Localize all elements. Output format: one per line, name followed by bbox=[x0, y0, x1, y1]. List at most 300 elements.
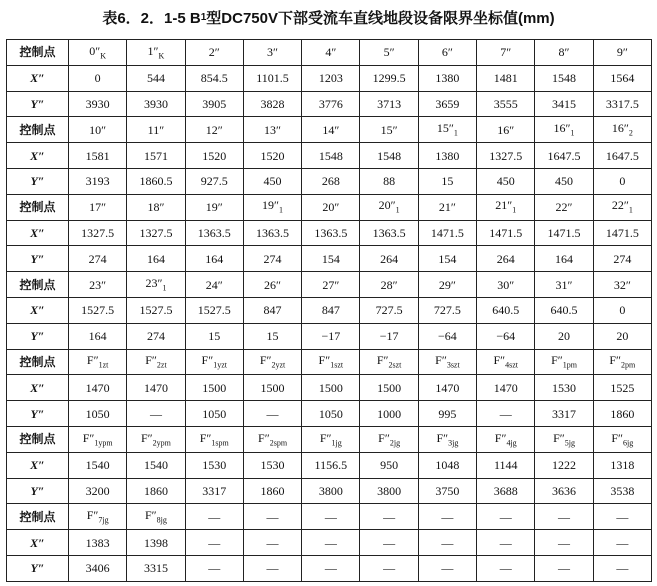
control-point-name bbox=[535, 426, 593, 452]
axis-label: X″ bbox=[7, 220, 69, 246]
coordinate-value: — bbox=[418, 530, 476, 556]
coordinate-value: 927.5 bbox=[185, 168, 243, 194]
coordinate-value: 3406 bbox=[69, 555, 127, 581]
coordinate-value: — bbox=[185, 555, 243, 581]
coordinate-value: 1363.5 bbox=[243, 220, 301, 246]
control-point-name bbox=[360, 194, 418, 220]
coordinate-value: 1548 bbox=[535, 65, 593, 91]
coordinate-value: 274 bbox=[127, 323, 185, 349]
control-point-main: 22″ bbox=[555, 200, 573, 215]
control-point-name bbox=[535, 40, 593, 66]
control-point-name bbox=[243, 272, 301, 298]
control-point-name bbox=[535, 194, 593, 220]
coordinate-value: 1380 bbox=[418, 65, 476, 91]
coordinate-value: 15 bbox=[418, 168, 476, 194]
control-point-main: F″ bbox=[378, 430, 390, 445]
control-point-name bbox=[302, 117, 360, 143]
coordinate-value: 847 bbox=[243, 297, 301, 323]
coordinate-value: 0 bbox=[69, 65, 127, 91]
coordinate-value: −17 bbox=[360, 323, 418, 349]
control-point-main: F″ bbox=[376, 353, 389, 368]
control-point-main: 7″ bbox=[500, 45, 512, 60]
coordinate-value: 20 bbox=[535, 323, 593, 349]
coordinate-value: 1156.5 bbox=[302, 452, 360, 478]
coordinate-value: 640.5 bbox=[535, 297, 593, 323]
coordinate-value: 164 bbox=[535, 246, 593, 272]
control-point-subscript: 3jg bbox=[448, 438, 459, 448]
coordinate-value: 164 bbox=[185, 246, 243, 272]
control-point-main: F″ bbox=[436, 430, 449, 445]
control-point-subscript: 3szt bbox=[446, 360, 460, 370]
control-point-name bbox=[418, 349, 476, 375]
axis-label: X″ bbox=[7, 452, 69, 478]
coordinate-value: 3193 bbox=[69, 168, 127, 194]
control-point-main: — bbox=[616, 509, 629, 524]
table-row bbox=[7, 65, 652, 91]
control-point-main: 23″ bbox=[145, 275, 163, 290]
control-point-subscript: 1 bbox=[395, 205, 400, 215]
control-point-main: 1″ bbox=[147, 43, 159, 58]
control-point-name bbox=[360, 349, 418, 375]
control-point-subscript: 2pm bbox=[621, 360, 636, 370]
control-point-name bbox=[69, 272, 127, 298]
coordinate-value: 3750 bbox=[418, 478, 476, 504]
coordinate-value: 950 bbox=[360, 452, 418, 478]
coordinate-value: 3317 bbox=[535, 401, 593, 427]
control-point-name bbox=[185, 504, 243, 530]
coordinate-value: — bbox=[243, 401, 301, 427]
control-point-main: 12″ bbox=[205, 122, 223, 137]
control-point-main: — bbox=[499, 509, 512, 524]
control-point-subscript: 6jg bbox=[623, 438, 634, 448]
control-point-subscript: 8jg bbox=[156, 515, 167, 525]
coordinate-value: 264 bbox=[360, 246, 418, 272]
coordinate-value: 3776 bbox=[302, 91, 360, 117]
control-point-name bbox=[127, 349, 185, 375]
coordinate-value: 450 bbox=[243, 168, 301, 194]
coordinate-value: 847 bbox=[302, 297, 360, 323]
coordinate-value: 1647.5 bbox=[535, 143, 593, 169]
coordinate-value: 3688 bbox=[477, 478, 535, 504]
coordinate-value: 727.5 bbox=[418, 297, 476, 323]
coordinate-value: 1144 bbox=[477, 452, 535, 478]
table-row bbox=[7, 323, 652, 349]
coordinate-value: — bbox=[302, 555, 360, 581]
coordinate-value: 1471.5 bbox=[535, 220, 593, 246]
control-point-name bbox=[302, 272, 360, 298]
coordinate-value: 154 bbox=[418, 246, 476, 272]
control-point-main: 5″ bbox=[383, 45, 395, 60]
control-point-name bbox=[302, 40, 360, 66]
coordinate-value: — bbox=[243, 530, 301, 556]
coordinate-value: — bbox=[477, 555, 535, 581]
coordinate-value: 1647.5 bbox=[593, 143, 651, 169]
control-point-name bbox=[69, 349, 127, 375]
coordinate-value: 268 bbox=[302, 168, 360, 194]
control-point-name bbox=[243, 117, 301, 143]
coordinate-value: 1860 bbox=[243, 478, 301, 504]
control-point-subscript: K bbox=[158, 51, 165, 61]
control-point-name bbox=[477, 194, 535, 220]
table-row bbox=[7, 40, 652, 66]
coordinate-value: 3800 bbox=[302, 478, 360, 504]
coordinate-value: 1299.5 bbox=[360, 65, 418, 91]
control-point-main: F″ bbox=[82, 430, 95, 445]
control-point-name bbox=[593, 40, 651, 66]
coordinate-value: 164 bbox=[127, 246, 185, 272]
coordinate-value: 1581 bbox=[69, 143, 127, 169]
control-point-name bbox=[535, 504, 593, 530]
table-row bbox=[7, 349, 652, 375]
control-point-subscript: K bbox=[100, 51, 107, 61]
coordinate-value: 544 bbox=[127, 65, 185, 91]
coordinate-value: — bbox=[243, 555, 301, 581]
axis-label: X″ bbox=[7, 65, 69, 91]
control-point-name bbox=[477, 117, 535, 143]
table-row bbox=[7, 504, 652, 530]
table-row bbox=[7, 246, 652, 272]
coordinate-value: 727.5 bbox=[360, 297, 418, 323]
control-point-subscript: 1pm bbox=[562, 360, 577, 370]
control-point-main: 20″ bbox=[378, 198, 396, 213]
control-point-subscript: 2 bbox=[628, 128, 633, 138]
coordinate-value: 274 bbox=[243, 246, 301, 272]
coordinate-value: 3930 bbox=[127, 91, 185, 117]
axis-label: X″ bbox=[7, 143, 69, 169]
coordinate-value: 450 bbox=[535, 168, 593, 194]
control-point-name bbox=[535, 349, 593, 375]
coordinate-value: 1318 bbox=[593, 452, 651, 478]
coordinate-value: 1050 bbox=[69, 401, 127, 427]
control-point-main: — bbox=[558, 509, 571, 524]
coordinate-value: 1363.5 bbox=[185, 220, 243, 246]
control-point-name bbox=[127, 40, 185, 66]
control-point-name bbox=[185, 194, 243, 220]
table-row bbox=[7, 168, 652, 194]
control-point-main: F″ bbox=[259, 353, 272, 368]
control-point-main: F″ bbox=[201, 353, 214, 368]
coordinate-value: −64 bbox=[477, 323, 535, 349]
coordinate-value: 1540 bbox=[127, 452, 185, 478]
coordinate-value: 1500 bbox=[243, 375, 301, 401]
control-point-main: 21″ bbox=[438, 200, 456, 215]
table-row bbox=[7, 194, 652, 220]
control-point-name bbox=[69, 426, 127, 452]
control-point-main: 6″ bbox=[441, 45, 453, 60]
coordinate-value: 1101.5 bbox=[243, 65, 301, 91]
control-point-main: 20″ bbox=[322, 200, 340, 215]
control-point-subscript: 1zt bbox=[98, 360, 109, 370]
coordinate-value: — bbox=[593, 555, 651, 581]
control-point-header: 控制点 bbox=[7, 504, 69, 530]
control-point-main: 2″ bbox=[208, 45, 220, 60]
control-point-subscript: 1 bbox=[512, 205, 517, 215]
coordinate-value: 154 bbox=[302, 246, 360, 272]
coordinate-value: 1471.5 bbox=[477, 220, 535, 246]
control-point-subscript: 2zt bbox=[156, 360, 167, 370]
coordinate-value: 1530 bbox=[535, 375, 593, 401]
coordinate-value: 1000 bbox=[360, 401, 418, 427]
coordinate-value: 1520 bbox=[243, 143, 301, 169]
control-point-name bbox=[477, 349, 535, 375]
control-point-name bbox=[360, 504, 418, 530]
control-point-name bbox=[243, 194, 301, 220]
control-point-name bbox=[418, 117, 476, 143]
coordinate-value: −64 bbox=[418, 323, 476, 349]
control-point-main: F″ bbox=[140, 430, 153, 445]
coordinate-value: 1500 bbox=[302, 375, 360, 401]
coordinate-value: 0 bbox=[593, 168, 651, 194]
coordinate-value: 15 bbox=[185, 323, 243, 349]
control-point-main: 28″ bbox=[380, 277, 398, 292]
coordinate-value: 1203 bbox=[302, 65, 360, 91]
coordinate-value: 1860 bbox=[593, 401, 651, 427]
control-point-name bbox=[477, 426, 535, 452]
control-point-main: F″ bbox=[318, 353, 331, 368]
control-point-main: 19″ bbox=[262, 198, 280, 213]
control-point-main: — bbox=[441, 509, 454, 524]
control-point-main: 23″ bbox=[89, 277, 107, 292]
coordinate-value: 1500 bbox=[360, 375, 418, 401]
control-point-main: — bbox=[208, 509, 221, 524]
table-row bbox=[7, 117, 652, 143]
control-point-header: 控制点 bbox=[7, 117, 69, 143]
control-point-name bbox=[185, 349, 243, 375]
coordinate-value: 3538 bbox=[593, 478, 651, 504]
axis-label: Y″ bbox=[7, 91, 69, 117]
coordinate-value: 88 bbox=[360, 168, 418, 194]
coordinate-value: 1363.5 bbox=[302, 220, 360, 246]
coordinate-value: 1471.5 bbox=[418, 220, 476, 246]
control-point-main: 13″ bbox=[264, 122, 282, 137]
coordinate-value: 3415 bbox=[535, 91, 593, 117]
coordinate-value: 1398 bbox=[127, 530, 185, 556]
axis-label: Y″ bbox=[7, 168, 69, 194]
coordinate-value: 1327.5 bbox=[477, 143, 535, 169]
control-point-subscript: 2spm bbox=[269, 438, 288, 448]
control-point-subscript: 2szt bbox=[388, 360, 402, 370]
coordinate-value: 1471.5 bbox=[593, 220, 651, 246]
coordinate-value: 1481 bbox=[477, 65, 535, 91]
control-point-name bbox=[418, 504, 476, 530]
coordinate-value: 1564 bbox=[593, 65, 651, 91]
control-point-main: 11″ bbox=[147, 122, 165, 137]
control-point-name bbox=[535, 272, 593, 298]
axis-label: Y″ bbox=[7, 401, 69, 427]
coordinate-value: 274 bbox=[69, 246, 127, 272]
axis-label: Y″ bbox=[7, 478, 69, 504]
control-point-name bbox=[593, 272, 651, 298]
control-point-name bbox=[243, 504, 301, 530]
caption-prefix: 表6．2．1-5 B bbox=[102, 9, 201, 27]
coordinate-value: 1048 bbox=[418, 452, 476, 478]
control-point-main: F″ bbox=[144, 508, 157, 523]
coordinate-value: — bbox=[127, 401, 185, 427]
control-point-header: 控制点 bbox=[7, 40, 69, 66]
control-point-name bbox=[360, 40, 418, 66]
control-point-main: 30″ bbox=[497, 277, 515, 292]
control-point-name bbox=[243, 40, 301, 66]
coordinate-value: 274 bbox=[593, 246, 651, 272]
control-point-main: F″ bbox=[553, 430, 565, 445]
control-point-main: 4″ bbox=[325, 45, 337, 60]
coordinate-value: 1470 bbox=[69, 375, 127, 401]
control-point-name bbox=[69, 194, 127, 220]
control-point-main: F″ bbox=[493, 353, 506, 368]
coordinate-value: 20 bbox=[593, 323, 651, 349]
table-row bbox=[7, 297, 652, 323]
control-point-subscript: 1 bbox=[628, 205, 633, 215]
control-point-main: 32″ bbox=[613, 277, 631, 292]
control-point-subscript: 5jg bbox=[564, 438, 575, 448]
control-point-name bbox=[185, 426, 243, 452]
coordinate-value: — bbox=[593, 530, 651, 556]
control-point-name bbox=[302, 349, 360, 375]
coordinate-value: 3713 bbox=[360, 91, 418, 117]
control-point-name bbox=[418, 272, 476, 298]
coordinate-value: — bbox=[535, 530, 593, 556]
caption-suffix: 型DC750V下部受流车直线地段设备限界坐标值(mm) bbox=[206, 9, 555, 27]
coordinate-value: — bbox=[418, 555, 476, 581]
coordinate-value: 1527.5 bbox=[127, 297, 185, 323]
control-point-main: F″ bbox=[145, 353, 157, 368]
coordinate-value: 1380 bbox=[418, 143, 476, 169]
control-point-name bbox=[302, 194, 360, 220]
coordinate-value: 1525 bbox=[593, 375, 651, 401]
coordinate-value: 450 bbox=[477, 168, 535, 194]
control-point-subscript: 1szt bbox=[330, 360, 344, 370]
table-row bbox=[7, 452, 652, 478]
control-point-main: 15″ bbox=[380, 122, 398, 137]
control-point-subscript: 1 bbox=[279, 205, 284, 215]
control-point-name bbox=[185, 272, 243, 298]
control-point-main: 21″ bbox=[495, 198, 513, 213]
coordinate-value: 3636 bbox=[535, 478, 593, 504]
control-point-subscript: 1 bbox=[162, 283, 167, 293]
axis-label: Y″ bbox=[7, 555, 69, 581]
caption-subscript: 1 bbox=[200, 11, 207, 23]
axis-label: Y″ bbox=[7, 323, 69, 349]
table-row bbox=[7, 401, 652, 427]
control-point-name bbox=[127, 194, 185, 220]
coordinate-value: 264 bbox=[477, 246, 535, 272]
control-point-subscript: 7jg bbox=[98, 515, 109, 525]
coordinate-table-body bbox=[7, 40, 652, 582]
control-point-main: 16″ bbox=[553, 121, 571, 136]
control-point-main: 22″ bbox=[611, 198, 629, 213]
coordinate-value: 3555 bbox=[477, 91, 535, 117]
coordinate-value: 1363.5 bbox=[360, 220, 418, 246]
control-point-main: 17″ bbox=[89, 200, 107, 215]
control-point-name bbox=[302, 426, 360, 452]
control-point-name bbox=[243, 349, 301, 375]
coordinate-value: — bbox=[477, 530, 535, 556]
table-row bbox=[7, 478, 652, 504]
coordinate-value: 1571 bbox=[127, 143, 185, 169]
control-point-main: — bbox=[324, 509, 337, 524]
control-point-name bbox=[69, 117, 127, 143]
coordinate-value: 1050 bbox=[302, 401, 360, 427]
control-point-name bbox=[127, 272, 185, 298]
coordinate-value: 3317 bbox=[185, 478, 243, 504]
control-point-name bbox=[360, 426, 418, 452]
coordinate-value: 15 bbox=[243, 323, 301, 349]
coordinate-value: 3200 bbox=[69, 478, 127, 504]
coordinate-value: 1527.5 bbox=[69, 297, 127, 323]
control-point-main: 10″ bbox=[89, 122, 107, 137]
control-point-main: — bbox=[383, 509, 396, 524]
control-point-main: F″ bbox=[86, 508, 99, 523]
control-point-subscript: 2jg bbox=[389, 438, 401, 448]
coordinate-value: 3800 bbox=[360, 478, 418, 504]
coordinate-value: 1860.5 bbox=[127, 168, 185, 194]
coordinate-value: 1050 bbox=[185, 401, 243, 427]
control-point-subscript: 1 bbox=[570, 128, 575, 138]
coordinate-value: 3317.5 bbox=[593, 91, 651, 117]
coordinate-value: 1470 bbox=[477, 375, 535, 401]
control-point-subscript: 1jg bbox=[331, 438, 342, 448]
control-point-main: 29″ bbox=[438, 277, 456, 292]
table-row bbox=[7, 530, 652, 556]
control-point-main: F″ bbox=[551, 353, 563, 368]
control-point-name bbox=[477, 272, 535, 298]
control-point-main: 16″ bbox=[497, 122, 515, 137]
control-point-main: 9″ bbox=[616, 45, 628, 60]
coordinate-value: 3930 bbox=[69, 91, 127, 117]
coordinate-value: — bbox=[360, 555, 418, 581]
control-point-name bbox=[69, 40, 127, 66]
control-point-name bbox=[593, 504, 651, 530]
control-point-subscript: 1yzt bbox=[213, 360, 227, 370]
table-row bbox=[7, 555, 652, 581]
axis-label: X″ bbox=[7, 530, 69, 556]
axis-label: X″ bbox=[7, 297, 69, 323]
coordinate-value: 164 bbox=[69, 323, 127, 349]
table-row bbox=[7, 143, 652, 169]
control-point-main: 26″ bbox=[264, 277, 282, 292]
control-point-main: F″ bbox=[86, 353, 99, 368]
coordinate-value: 1470 bbox=[418, 375, 476, 401]
coordinate-value: 1470 bbox=[127, 375, 185, 401]
coordinate-value: 640.5 bbox=[477, 297, 535, 323]
control-point-name bbox=[593, 426, 651, 452]
coordinate-value: 1327.5 bbox=[127, 220, 185, 246]
control-point-main: 27″ bbox=[322, 277, 340, 292]
coordinate-value: 1548 bbox=[360, 143, 418, 169]
control-point-subscript: 2yzt bbox=[271, 360, 286, 370]
table-row bbox=[7, 375, 652, 401]
coordinate-value: 854.5 bbox=[185, 65, 243, 91]
control-point-name bbox=[127, 504, 185, 530]
coordinate-value: 3315 bbox=[127, 555, 185, 581]
control-point-subscript: 1spm bbox=[211, 438, 229, 448]
coordinate-value: — bbox=[535, 555, 593, 581]
control-point-name bbox=[418, 40, 476, 66]
control-point-name bbox=[127, 426, 185, 452]
coordinate-value: — bbox=[477, 401, 535, 427]
axis-label: X″ bbox=[7, 375, 69, 401]
coordinate-value: 1527.5 bbox=[185, 297, 243, 323]
control-point-header: 控制点 bbox=[7, 426, 69, 452]
control-point-subscript: 2ypm bbox=[152, 438, 171, 448]
control-point-main: — bbox=[266, 509, 279, 524]
control-point-name bbox=[418, 426, 476, 452]
control-point-main: F″ bbox=[199, 430, 212, 445]
control-point-main: F″ bbox=[611, 430, 624, 445]
coordinate-value: — bbox=[185, 530, 243, 556]
coordinate-value: 1520 bbox=[185, 143, 243, 169]
control-point-name bbox=[593, 117, 651, 143]
